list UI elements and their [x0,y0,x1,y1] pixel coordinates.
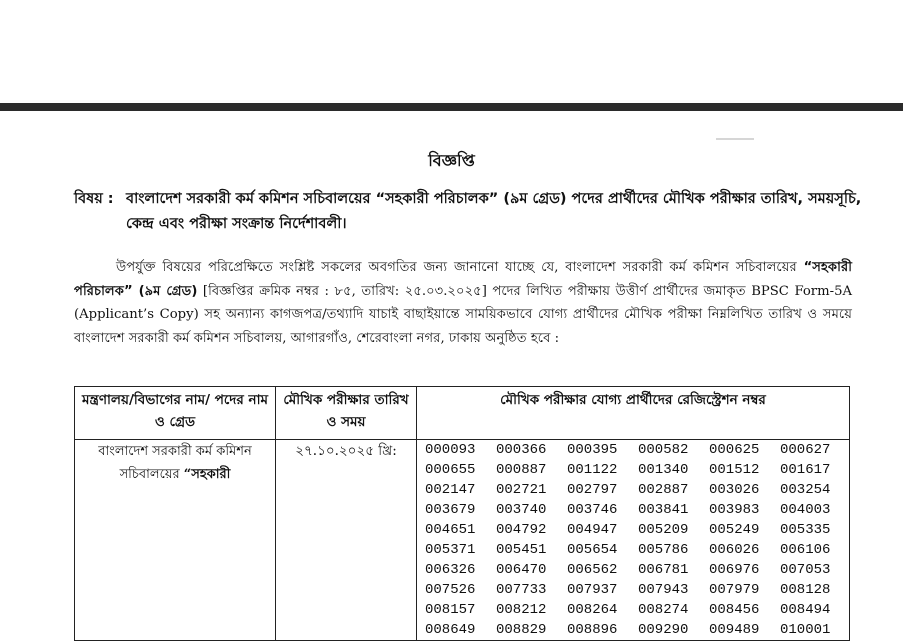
registration-number: 000395 [567,442,618,458]
registration-grid [425,440,849,640]
registration-row [425,620,849,640]
registration-number: 003740 [496,502,547,518]
registration-number: 000887 [496,462,547,478]
registration-row [425,580,849,600]
registration-number: 008264 [567,602,618,618]
registration-number: 008649 [425,622,476,638]
registration-number: 007937 [567,582,618,598]
registration-number: 006026 [709,542,760,558]
registration-row [425,560,849,580]
registration-number: 005451 [496,542,547,558]
registration-row [425,500,849,520]
registration-number: 004651 [425,522,476,538]
registration-number: 006106 [780,542,831,558]
registration-number: 005249 [709,522,760,538]
registration-number: 008274 [638,602,689,618]
subject-block [74,187,864,237]
registration-number: 005786 [638,542,689,558]
registration-number: 003254 [780,482,831,498]
table-header-row [75,387,850,440]
notice-body [74,256,852,350]
header-divider [0,103,903,111]
registration-number: 002797 [567,482,618,498]
registration-cell [417,440,850,641]
registration-number: 006562 [567,562,618,578]
registration-number: 003983 [709,502,760,518]
ministry-cell [75,440,276,641]
faint-mark [716,138,754,140]
registration-row [425,600,849,620]
registration-table [74,386,850,641]
registration-number: 002147 [425,482,476,498]
registration-number: 000366 [496,442,547,458]
registration-number: 004792 [496,522,547,538]
registration-number: 005209 [638,522,689,538]
registration-row [425,460,849,480]
registration-number: 003679 [425,502,476,518]
registration-number: 003746 [567,502,618,518]
registration-number: 005371 [425,542,476,558]
registration-number: 000625 [709,442,760,458]
registration-number: 009489 [709,622,760,638]
registration-number: 008212 [496,602,547,618]
ministry-post: “সহকারী [183,467,231,482]
registration-number: 000582 [638,442,689,458]
registration-number: 005335 [780,522,831,538]
registration-number: 003841 [638,502,689,518]
registration-number: 005654 [567,542,618,558]
registration-number: 006781 [638,562,689,578]
registration-number: 008494 [780,602,831,618]
registration-number: 000627 [780,442,831,458]
registration-number: 007053 [780,562,831,578]
registration-number: 001617 [780,462,831,478]
registration-number: 007526 [425,582,476,598]
registration-row [425,520,849,540]
registration-number: 001512 [709,462,760,478]
notice-title: বিজ্ঞপ্তি [428,151,475,170]
subject-label: বিষয় : [74,191,114,207]
registration-number: 008157 [425,602,476,618]
registration-number: 001340 [638,462,689,478]
subject-text: বাংলাদেশ সরকারী কর্ম কমিশন সচিবালয়ের “সহকারী পরিচালক” (৯ম গ্রেড) পদের প্রার্থীদের মৌখিক পরীক্ষার তারিখ, সময়সূচি, কেন্দ্র এবং পরীক্ষা সংক্রান্ত নির্দেশাবলী। [126,191,862,232]
registration-number: 007733 [496,582,547,598]
registration-number: 010001 [780,622,831,638]
registration-number: 004003 [780,502,831,518]
registration-number: 007979 [709,582,760,598]
registration-number: 000655 [425,462,476,478]
date-cell: ২৭.১০.২০২৫ খ্রি: [276,440,417,641]
registration-number: 008896 [567,622,618,638]
registration-row [425,440,849,460]
registration-row [425,480,849,500]
header-ministry: মন্ত্রণালয়/বিভাগের নাম/ পদের নাম ও গ্রেড [75,387,276,440]
registration-number: 008128 [780,582,831,598]
body-part2: [বিজ্ঞপ্তির ক্রমিক নম্বর : ৮৫, তারিখ: ২৫.০৩.২০২৫] পদের লিখিত পরীক্ষায় উত্তীর্ণ প্রার্থীদের জমাকৃত BPSC Form-5A (Applicant’s Copy) সহ অন্যান্য কাগজপত্র/তথ্যাদি যাচাই বাছাইয়ান্তে সাময়িকভাবে যোগ্য প্রার্থীদের মৌখিক পরীক্ষা নিম্নলিখিত তারিখ ও সময়ে বাংলাদেশ সরকারী কর্ম কমিশন সচিবালয়, আগারগাঁও, শেরেবাংলা নগর, ঢাকায় অনুষ্ঠিত হবে : [74,283,852,346]
body-post-name: “সহকারী পরিচালক” (৯ম গ্রেড) [74,260,852,299]
registration-number: 008456 [709,602,760,618]
ministry-text: বাংলাদেশ সরকারী কর্ম কমিশন সচিবালয়ের [98,444,252,482]
table-row [75,440,850,641]
registration-number: 003026 [709,482,760,498]
registration-row [425,540,849,560]
registration-number: 000093 [425,442,476,458]
registration-number: 004947 [567,522,618,538]
header-registration: মৌখিক পরীক্ষার যোগ্য প্রার্থীদের রেজিস্ট্রেশন নম্বর [417,387,850,440]
registration-number: 008829 [496,622,547,638]
body-part1: উপর্যুক্ত বিষয়ের পরিপ্রেক্ষিতে সংশ্লিষ্ট সকলের অবগতির জন্য জানানো যাচ্ছে যে, বাংলাদেশ সরকারী কর্ম কমিশন সচিবালয়ের [116,260,804,275]
body-paragraph [74,256,852,350]
registration-number: 006976 [709,562,760,578]
registration-number: 001122 [567,462,618,478]
registration-number: 002887 [638,482,689,498]
registration-number: 009290 [638,622,689,638]
registration-number: 002721 [496,482,547,498]
registration-number: 006470 [496,562,547,578]
header-date: মৌখিক পরীক্ষার তারিখ ও সময় [276,387,417,440]
registration-number: 006326 [425,562,476,578]
registration-number: 007943 [638,582,689,598]
